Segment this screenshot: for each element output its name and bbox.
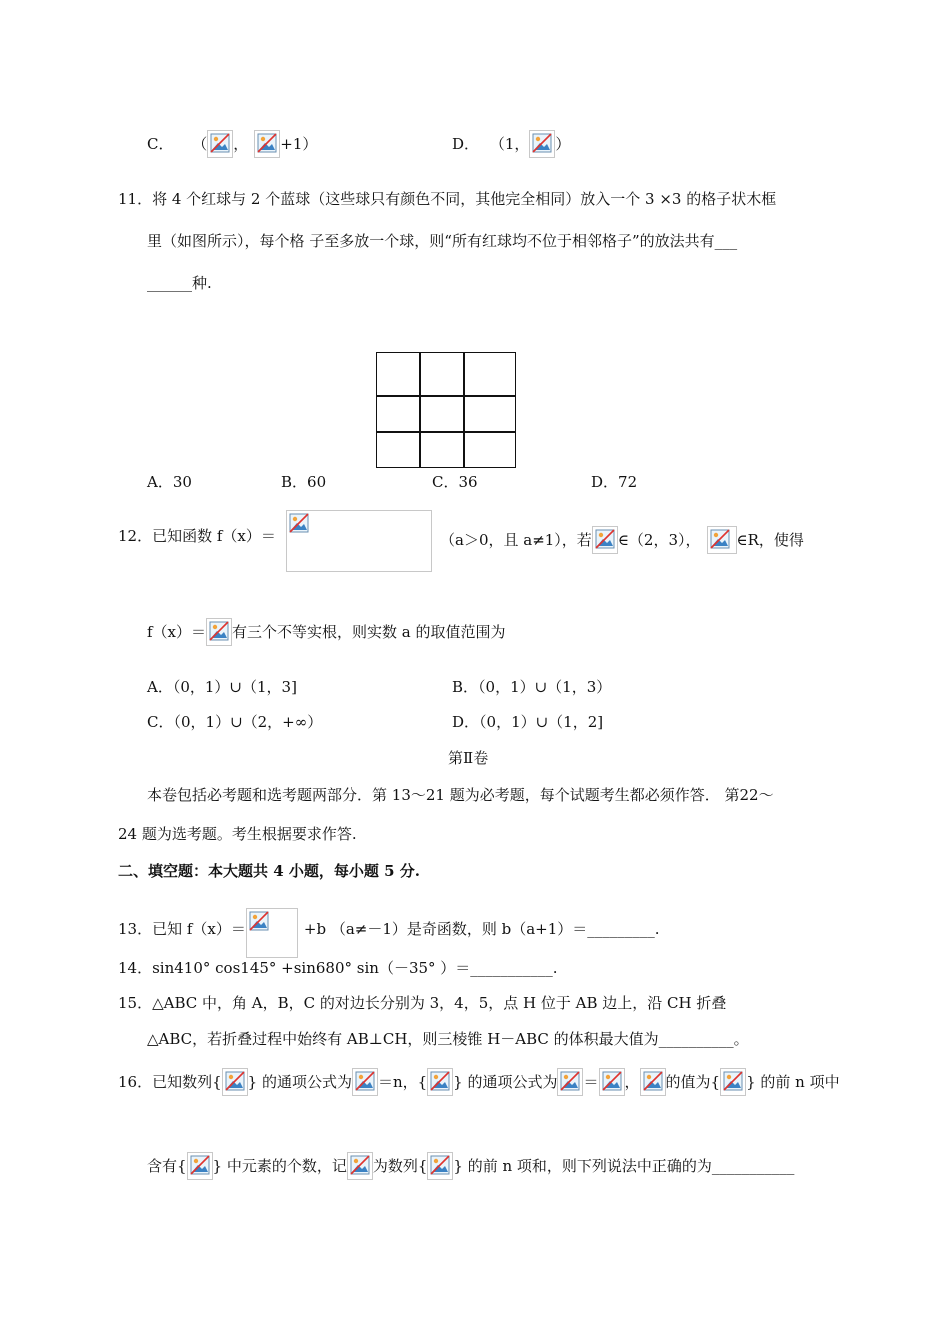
broken-image-icon <box>427 1152 453 1180</box>
paren: （ <box>192 135 208 153</box>
question-text: } 中元素的个数，记 <box>212 1157 347 1175</box>
broken-image-icon <box>720 1068 746 1096</box>
condition-text: （a＞0，且 a≠1），若 <box>440 531 592 549</box>
grid-line <box>377 395 515 397</box>
math-suffix: +1） <box>280 135 318 153</box>
question-text: } 的通项公式为 <box>453 1073 558 1091</box>
broken-image-icon <box>557 1068 583 1096</box>
q10-option-d <box>452 130 570 158</box>
question-text: } 的前 n 项中 <box>746 1073 840 1091</box>
in-r-text: ∈R，使得 <box>736 531 804 549</box>
q10-option-c <box>147 130 317 158</box>
q12-option-b: B．（0，1）∪（1，3） <box>452 678 612 696</box>
question-text: } 的前 n 项和，则下列说法中正确的为___________ <box>453 1157 795 1175</box>
grid-line <box>377 431 515 433</box>
q12-option-c: C．（0，1）∪（2，+∞） <box>147 713 323 731</box>
q12-condition <box>440 526 804 554</box>
broken-image-icon <box>246 908 298 958</box>
question-text: 含有{ <box>147 1157 187 1175</box>
broken-image-icon <box>207 130 233 158</box>
broken-image-icon <box>347 1152 373 1180</box>
option-label: C． <box>147 135 174 153</box>
broken-image-icon <box>286 510 432 572</box>
q15-line2: △ABC，若折叠过程中始终有 AB⊥CH，则三棱锥 H－ABC 的体积最大值为__________。 <box>147 1030 749 1048</box>
question-text: 13．已知 f（x）＝ <box>118 920 246 938</box>
section-intro-line1: 本卷包括必考题和选考题两部分．第 13～21 题为必考题，每个试题考生都必须作答． 第22～ <box>147 786 774 804</box>
q13 <box>118 908 660 958</box>
grid-figure <box>376 352 516 468</box>
q12-option-d: D．（0，1）∪（1，2] <box>452 713 604 731</box>
grid-line <box>419 353 421 467</box>
question-text: } 的通项公式为 <box>247 1073 352 1091</box>
q16-line2 <box>147 1152 794 1180</box>
q12-line2 <box>147 618 506 646</box>
q11-line1: 11．将 4 个红球与 2 个蓝球（这些球只有颜色不同，其他完全相同）放入一个 3 ×3 的格子状木框 <box>118 190 777 208</box>
broken-image-icon <box>707 526 737 554</box>
question-text: ＝ <box>583 1073 599 1091</box>
q11-option-a: A．30 <box>147 473 192 491</box>
question-text: 为数列{ <box>372 1157 428 1175</box>
question-text: +b （a≠－1）是奇函数，则 b（a+1）＝_________. <box>303 920 660 938</box>
q15-line1: 15．△ABC 中，角 A，B，C 的对边长分别为 3，4，5，点 H 位于 AB 边上，沿 CH 折叠 <box>118 994 727 1012</box>
q11-line3: ______种. <box>147 274 212 292</box>
q11-option-d: D．72 <box>591 473 638 491</box>
q11-option-b: B．60 <box>281 473 327 491</box>
broken-image-icon <box>222 1068 248 1096</box>
question-text: ＝n，{ <box>377 1073 428 1091</box>
interval-text: ∈（2，3）， <box>617 531 701 549</box>
question-text: 有三个不等实根，则实数 a 的取值范围为 <box>232 623 506 641</box>
q16-line1 <box>118 1068 840 1096</box>
q14: 14．sin410° cos145° +sin680° sin（－35° ）＝___________. <box>118 959 558 977</box>
question-text: 16．已知数列{ <box>118 1073 222 1091</box>
section-heading: 二、填空题：本大题共 4 小题，每小题 5 分. <box>118 862 420 880</box>
broken-image-icon <box>529 130 555 158</box>
broken-image-icon <box>206 618 232 646</box>
paren: ） <box>555 135 571 153</box>
broken-image-icon <box>187 1152 213 1180</box>
question-text: ， <box>624 1073 640 1091</box>
option-label: D． <box>452 135 480 153</box>
broken-image-icon <box>254 130 280 158</box>
broken-image-icon <box>599 1068 625 1096</box>
section-title: 第Ⅱ卷 <box>448 749 489 767</box>
broken-image-icon <box>592 526 618 554</box>
q11-line2: 里（如图所示），每个格 子至多放一个球，则“所有红球均不位于相邻格子”的放法共有___ <box>147 232 738 250</box>
separator: ， <box>233 135 249 153</box>
q12-prefix: 12．已知函数 f（x）＝ <box>118 527 276 545</box>
broken-image-icon <box>427 1068 453 1096</box>
paren: （1， <box>489 135 530 153</box>
broken-image-icon <box>640 1068 666 1096</box>
broken-image-icon <box>352 1068 378 1096</box>
section-intro-line2: 24 题为选考题。考生根据要求作答. <box>118 825 357 843</box>
grid-line <box>463 353 465 467</box>
q12-option-a: A．（0，1）∪（1，3] <box>147 678 297 696</box>
fx-text: f（x）＝ <box>147 623 207 641</box>
q11-option-c: C．36 <box>432 473 478 491</box>
question-text: 的值为{ <box>665 1073 721 1091</box>
